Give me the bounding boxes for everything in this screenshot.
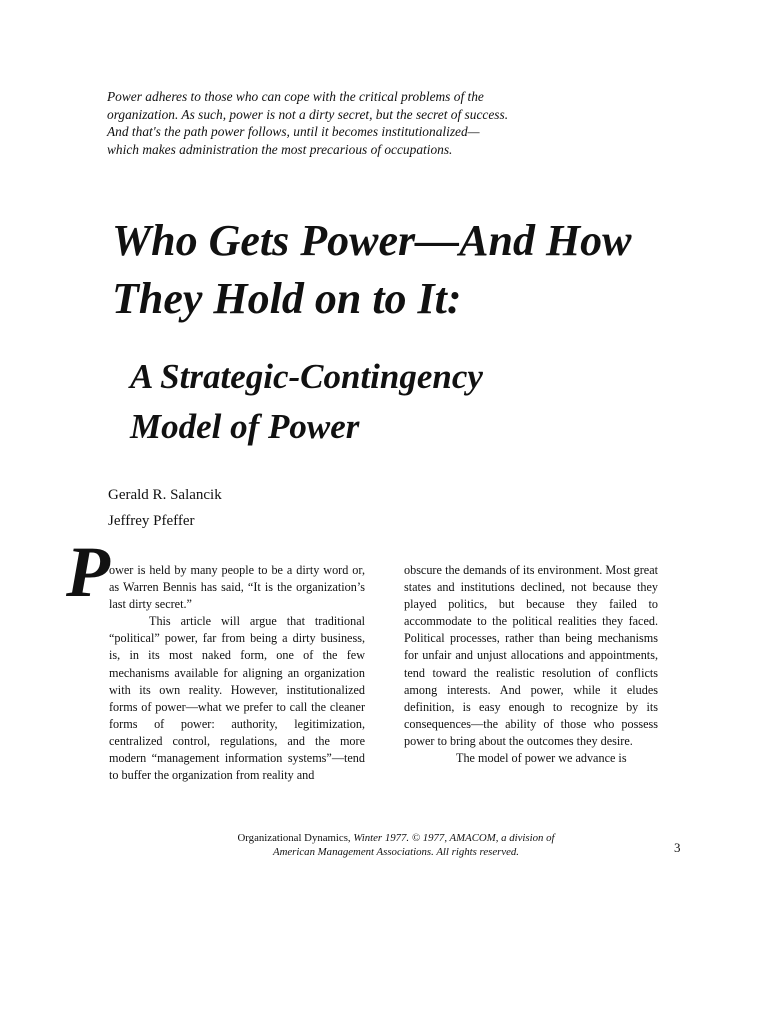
article-subtitle [130,352,483,452]
footer-line-2 [206,846,586,860]
subtitle-line-2: Model of Power [130,407,360,446]
title-line-2: They Hold on to It: [112,274,462,323]
drop-cap: P [66,532,110,612]
title-line-1: Who Gets Power—And How [112,216,632,265]
epigraph-line: organization. As such, power is not a dirty secret, but the secret of success. [107,106,509,122]
epigraph-line: Power adheres to those who can cope with the critical problems of the [107,89,484,104]
author-name: Gerald R. Salancik [108,487,222,503]
epigraph-line: And that's the path power follows, until it becomes institutionalized— [107,124,480,140]
epigraph [107,88,567,158]
page-number: 3 [674,840,681,855]
author-name: Jeffrey Pfeffer [108,513,195,529]
footer-line-1 [206,832,586,846]
body-paragraph: ower is held by many people to be a dirty word or, as Warren Bennis has said, “It is the organization’s last dirty secret.” [109,563,365,612]
subtitle-line-1: A Strategic-Contingency [130,357,483,396]
journal-name: Organizational Dynamics, [237,832,351,844]
body-column-right [404,562,658,767]
author-list [108,482,222,534]
body-column-left [109,562,365,784]
body-paragraph: This article will argue that traditional “political” power, far from being a dirty business, is, in its most naked form, one of the few mechanisms available for aligning an organization with its own reality. However, institutionalized forms of power—what we prefer to call the cleaner forms of power: authority, legitimization, centralized control, regulations, and the more modern “management information systems”—tend to buffer the organization from reality and [109,614,365,783]
rights-notice: American Management Associations. All rights reserved. [273,845,519,858]
epigraph-line: which makes administration the most precarious of occupations. [107,141,453,157]
issue-date: Winter 1977. [353,832,410,844]
copyright-notice: © 1977, AMACOM, a division of [411,832,555,844]
article-title [112,212,632,328]
body-paragraph: obscure the demands of its environment. Most great states and institutions declined, not because they played politics, but because they failed to accommodate to the political realities they faced. Political processes, rather than being mechanisms for unfair and unjust allocations and appointments, tend toward the realistic resolution of conflicts among interests. And power, while it eludes definition, is easy enough to recognize by its consequences—the ability of those who possess power to bring about the outcomes they desire. [404,563,658,748]
body-paragraph: The model of power we advance is [456,751,627,766]
footer-citation [206,832,586,859]
